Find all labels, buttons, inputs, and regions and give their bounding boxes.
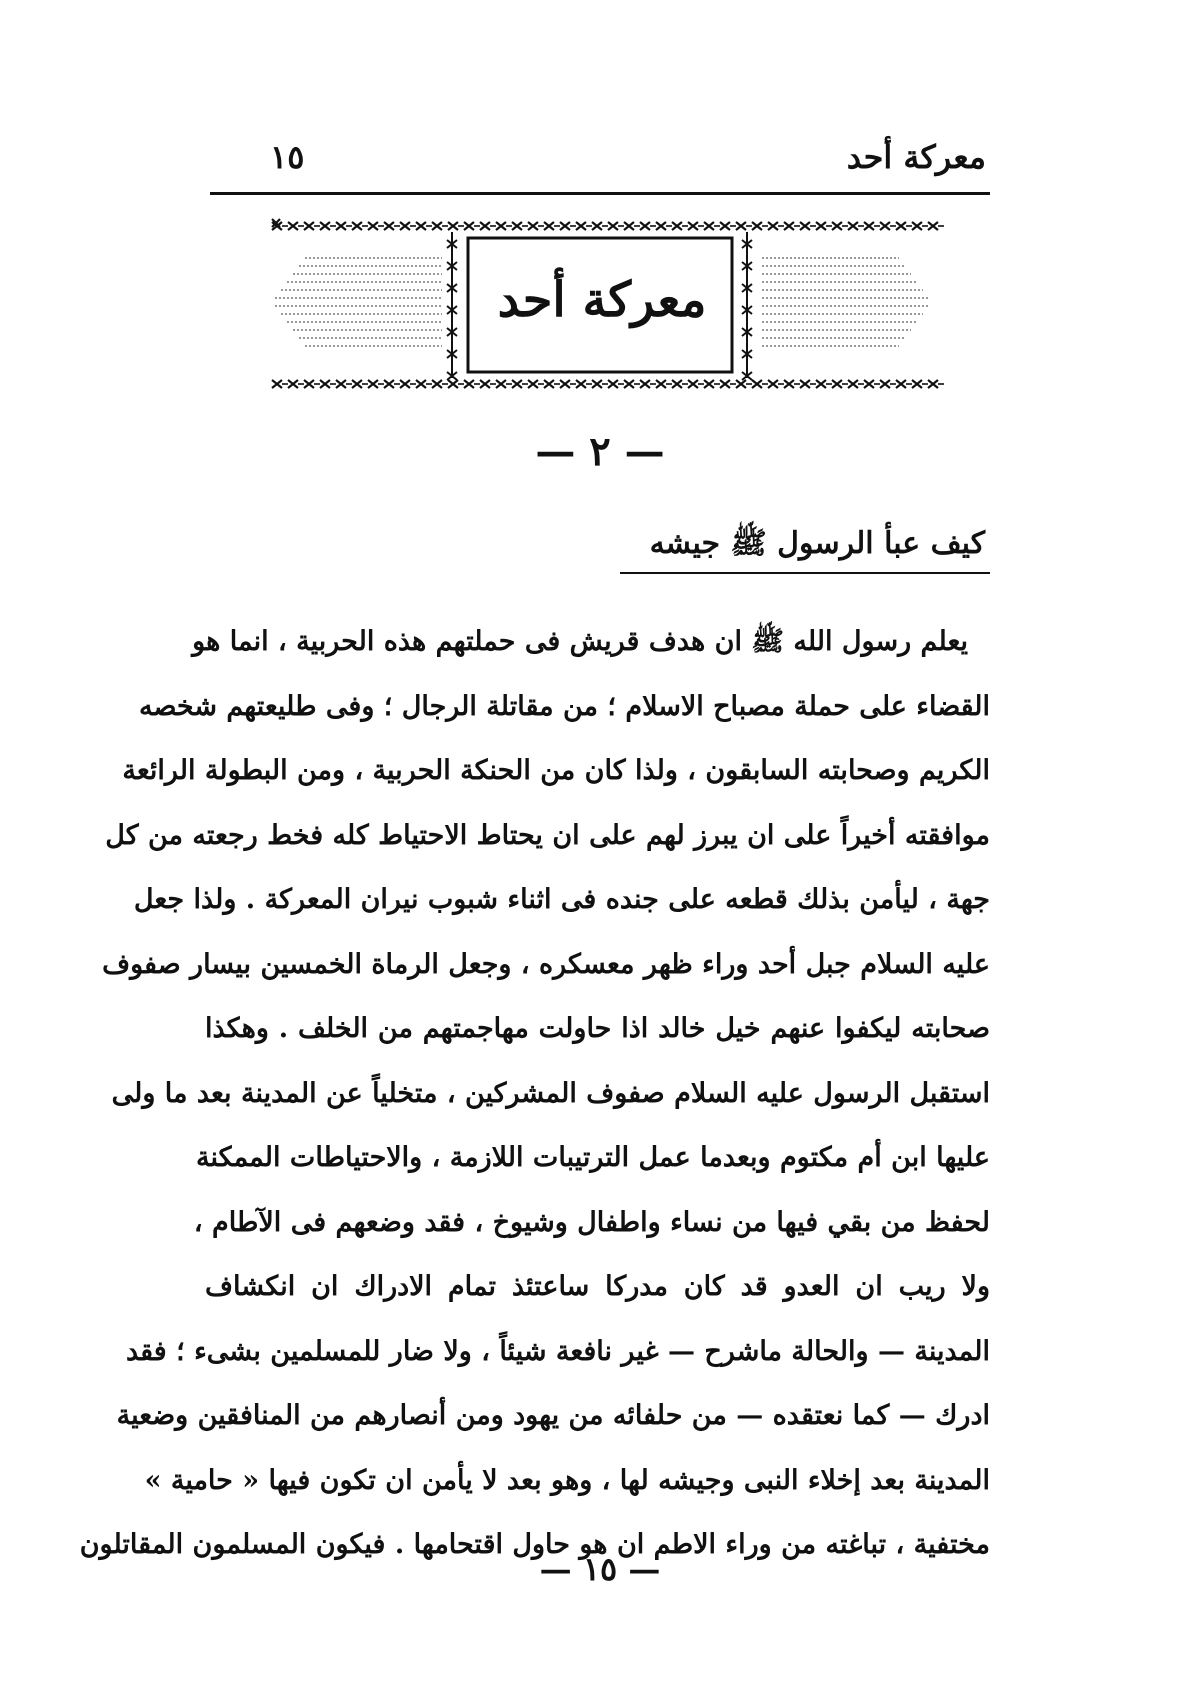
chain-knot-ornament [896, 380, 906, 388]
chain-knot-ornament [736, 222, 746, 230]
chain-knot-ornament [288, 222, 298, 230]
body-line: المدينة بعد إخلاء النبى وجيشه لها ، وهو بعد لا يأمن ان تكون فيها « حامية » [144, 1464, 990, 1496]
chain-knot-ornament [512, 380, 522, 388]
chain-knot-ornament [368, 222, 378, 230]
chain-knot-ornament [464, 380, 474, 388]
chain-knot-ornament [432, 380, 442, 388]
chain-knot-ornament [336, 380, 346, 388]
chain-knot-ornament [384, 222, 394, 230]
chain-knot-ornament [432, 222, 442, 230]
chain-knot-ornament [816, 380, 826, 388]
chain-knot-ornament [480, 380, 490, 388]
header-rule [210, 192, 990, 195]
body-line: لحفظ من بقي فيها من نساء واطفال وشيوخ ، فقد وضعهم فى الآطام ، [193, 1206, 990, 1238]
chain-knot-ornament [720, 222, 730, 230]
chain-knot-ornament [320, 222, 330, 230]
chain-knot-ornament [608, 222, 618, 230]
running-header [210, 138, 986, 178]
body-line: جهة ، ليأمن بذلك قطعه على جنده فى اثناء شبوب نيران المعركة . ولذا جعل [133, 884, 990, 915]
body-line: ادرك — كما نعتقده — من حلفائه من يهود ومن أنصارهم من المنافقين وضعية [116, 1400, 990, 1431]
chain-knot-ornament [384, 380, 394, 388]
chain-knot-ornament [400, 222, 410, 230]
body-line: عليها ابن أم مكتوم وبعدما عمل الترتيبات اللازمة ، والاحتياطات الممكنة [196, 1142, 990, 1173]
chain-knot-ornament [544, 222, 554, 230]
chain-knot-ornament [464, 222, 474, 230]
body-line: القضاء على حملة مصباح الاسلام ؛ من مقاتلة الرجال ؛ وفى طليعتهم شخصه [139, 690, 990, 722]
chain-knot-ornament [752, 380, 762, 388]
chain-knot-ornament [544, 380, 554, 388]
chain-knot-ornament [656, 222, 666, 230]
chain-knot-ornament [880, 222, 890, 230]
chain-knot-ornament [368, 380, 378, 388]
chain-knot-ornament [400, 380, 410, 388]
chain-knot-ornament [784, 380, 794, 388]
ornament-title: معركة أحد [497, 272, 707, 328]
body-line: الكريم وصحابته السابقون ، ولذا كان من الحنكة الحربية ، ومن البطولة الرائعة [122, 755, 990, 786]
chain-knot-ornament [304, 380, 314, 388]
chapter-ornament [272, 220, 932, 390]
body-line: موافقته أخيراً على ان يبرز لهم على ان يحتاط الاحتياط كله فخط رجعته من كل [105, 819, 990, 851]
body-line: استقبل الرسول عليه السلام صفوف المشركين ، متخلياً عن المدينة بعد ما ولى [111, 1077, 990, 1109]
chain-knot-ornament [720, 380, 730, 388]
chain-knot-ornament [624, 380, 634, 388]
chain-knot-ornament [592, 222, 602, 230]
chain-knot-ornament [608, 380, 618, 388]
chain-knot-ornament [672, 222, 682, 230]
chain-knot-ornament [864, 222, 874, 230]
chain-knot-ornament [704, 380, 714, 388]
chain-knot-ornament [752, 222, 762, 230]
chain-knot-ornament [896, 222, 906, 230]
section-heading: كيف عبأ الرسول ﷺ جيشه [649, 526, 985, 561]
chain-knot-ornament [272, 222, 282, 230]
chain-knot-ornament [576, 380, 586, 388]
chain-knot-ornament [688, 222, 698, 230]
chain-knot-ornament [592, 380, 602, 388]
chain-knot-ornament [496, 222, 506, 230]
chain-knot-ornament [768, 380, 778, 388]
chain-knot-ornament [448, 222, 458, 230]
chain-knot-ornament [320, 380, 330, 388]
chain-knot-ornament [816, 222, 826, 230]
chain-knot-ornament [784, 222, 794, 230]
chain-knot-ornament [496, 380, 506, 388]
body-line: مختفية ، تباغته من وراء الاطم ان هو حاول اقتحامها . فيكون المسلمون المقاتلون [79, 1529, 990, 1560]
chain-knot-ornament [352, 222, 362, 230]
chain-knot-ornament [800, 222, 810, 230]
chain-knot-ornament [272, 380, 282, 388]
chain-knot-ornament [848, 222, 858, 230]
chain-knot-ornament [912, 222, 922, 230]
running-header-page-number: ١٥ [270, 138, 305, 176]
chain-knot-ornament [560, 380, 570, 388]
chain-knot-ornament [656, 380, 666, 388]
chain-knot-ornament [832, 380, 842, 388]
chain-knot-ornament [688, 380, 698, 388]
chain-knot-ornament [928, 222, 938, 230]
chain-knot-ornament [624, 222, 634, 230]
chain-knot-ornament [576, 222, 586, 230]
chain-knot-ornament [448, 380, 458, 388]
chain-knot-ornament [768, 222, 778, 230]
chain-knot-ornament [336, 222, 346, 230]
chain-knot-ornament [352, 380, 362, 388]
chain-knot-ornament [832, 222, 842, 230]
footer-page-number: — ١٥ — [539, 1550, 661, 1588]
chain-knot-ornament [528, 380, 538, 388]
chain-knot-ornament [528, 222, 538, 230]
chain-knot-ornament [736, 380, 746, 388]
chain-knot-ornament [640, 380, 650, 388]
body-line: صحابته ليكفوا عنهم خيل خالد اذا حاولت مهاجمتهم من الخلف . وهكذا [205, 1013, 990, 1044]
chain-knot-ornament [800, 380, 810, 388]
chain-knot-ornament [416, 222, 426, 230]
body-line: عليه السلام جبل أحد وراء ظهر معسكره ، وجعل الرماة الخمسين بيسار صفوف [102, 948, 990, 980]
chain-knot-ornament [864, 380, 874, 388]
body-text [79, 610, 990, 1578]
chain-knot-ornament [288, 380, 298, 388]
chain-knot-ornament [912, 380, 922, 388]
chain-knot-ornament [304, 222, 314, 230]
chain-knot-ornament [640, 222, 650, 230]
chain-knot-ornament [416, 380, 426, 388]
chain-knot-ornament [928, 380, 938, 388]
body-line: ولا ريب ان العدو قد كان مدركا ساعتئذ تمام الادراك ان انكشاف [205, 1271, 990, 1302]
section-heading-rule [620, 572, 990, 574]
chain-knot-ornament [672, 380, 682, 388]
chapter-number: — ٢ — [535, 428, 665, 475]
body-line: المدينة — والحالة ماشرح — غير نافعة شيئاً ، ولا ضار للمسلمين بشىء ؛ فقد [125, 1335, 990, 1367]
chain-knot-ornament [704, 222, 714, 230]
chain-knot-ornament [560, 222, 570, 230]
chain-knot-ornament [512, 222, 522, 230]
body-line: يعلم رسول الله ﷺ ان هدف قريش فى حملتهم هذه الحربية ، انما هو [192, 626, 968, 657]
chain-knot-ornament [880, 380, 890, 388]
chain-knot-ornament [480, 222, 490, 230]
chain-knot-ornament [848, 380, 858, 388]
running-header-title: معركة أحد [846, 138, 986, 176]
